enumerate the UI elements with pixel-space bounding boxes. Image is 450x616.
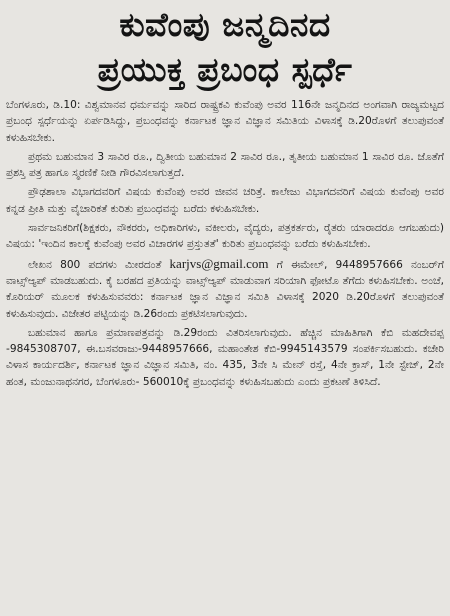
headline	[6, 3, 444, 93]
paragraph-2: ಪ್ರಥಮ ಬಹುಮಾನ 3 ಸಾವಿರ ರೂ., ದ್ವಿತೀಯ ಬಹುಮಾನ 2 ಸಾವಿರ ರೂ., ತೃತೀಯ ಬಹುಮಾನ 1 ಸಾವಿರ ರೂ. ಜೊತೆಗೆ ಪ್ರಶಸ್ತಿ ಪತ್ರ ಹಾಗೂ ಸ್ಮರಣಿಕೆ ನೀಡಿ ಗೌರವಿಸಲಾಗುತ್ತದೆ.	[6, 150, 444, 180]
paragraph-1: ಬೆಂಗಳೂರು, ಡಿ.10: ವಿಶ್ವಮಾನವ ಧರ್ಮವನ್ನು ಸಾರಿದ ರಾಷ್ಟ್ರಕವಿ ಕುವೆಂಪು ಅವರ 116ನೇ ಜನ್ಮದಿನದ ಅಂಗವಾಗಿ ರಾಜ್ಯಮಟ್ಟದ ಪ್ರಬಂಧ ಸ್ಪರ್ಧೆಯನ್ನು ಏರ್ಪಡಿಸಿದ್ದು, ಪ್ರಬಂಧವನ್ನು ಕರ್ನಾಟಕ ಜ್ಞಾನ ವಿಜ್ಞಾನ ಸಮಿತಿಯ ವಿಳಾಸಕ್ಕೆ ಡಿ.20ರೊಳಗೆ ತಲುಪುವಂತೆ ಕಳುಹಿಸಬೇಕು.	[6, 99, 444, 144]
paragraph-4: ಸಾರ್ವಜನಿಕರಿಗೆ(ಶಿಕ್ಷಕರು, ನೌಕರರು, ಅಧಿಕಾರಿಗಳು, ವಕೀಲರು, ವೈದ್ಯರು, ಪತ್ರಕರ್ತರು, ರೈತರು ಯಾರಾದರೂ ಆಗಬಹುದು) ವಿಷಯ: 'ಇಂದಿನ ಕಾಲಕ್ಕೆ ಕುವೆಂಪು ಅವರ ವಿಚಾರಗಳ ಪ್ರಸ್ತುತತೆ' ಕುರಿತು ಪ್ರಬಂಧವನ್ನು ಬರೆದು ಕಳುಹಿಸಬೇಕು.	[6, 222, 444, 251]
article-body	[6, 97, 444, 390]
paragraph-6: ಬಹುಮಾನ ಹಾಗೂ ಪ್ರಮಾಣಪತ್ರವನ್ನು ಡಿ.29ರಂದು ವಿತರಿಸಲಾಗುವುದು. ಹೆಚ್ಚಿನ ಮಾಹಿತಿಗಾಗಿ ಕೆಬಿ ಮಹದೇವಪ್ಪ -9845308707, ಈ.ಬಸವರಾಜು-9448957666, ಮಹಾಂತೇಶ ಕೆಬಿ-9945143579 ಸಂಪರ್ಕಿಸಬಹುದು. ಕಚೇರಿ ವಿಳಾಸ ಕಾರ್ಯದರ್ಶಿ, ಕರ್ನಾಟಕ ಜ್ಞಾನ ವಿಜ್ಞಾನ ಸಮಿತಿ, ನಂ. 435, 3ನೇ ಸಿ ಮೇನ್ ರಸ್ತೆ, 4ನೇ ಕ್ರಾಸ್, 1ನೇ ಸ್ಟೇಜ್, 2ನೇ ಹಂತ, ಮಂಜುನಾಥನಗರ, ಬೆಂಗಳೂರು- 560010ಕ್ಕೆ ಪ್ರಬಂಧವನ್ನು ಕಳುಹಿಸಬಹುದು ಎಂದು ಪ್ರಕಟಣೆ ತಿಳಿಸಿದೆ.	[6, 326, 444, 388]
paragraph-3: ಪ್ರೌಢಶಾಲಾ ವಿಭಾಗದವರಿಗೆ ವಿಷಯ ಕುವೆಂಪು ಅವರ ಜೀವನ ಚರಿತ್ರೆ. ಕಾಲೇಜು ವಿಭಾಗದವರಿಗೆ ವಿಷಯ ಕುವೆಂಪು ಅವರ ಕನ್ನಡ ಪ್ರೀತಿ ಮತ್ತು ವೈಚಾರಿಕತೆ ಕುರಿತು ಪ್ರಬಂಧವನ್ನು ಬರೆದು ಕಳುಹಿಸಬೇಕು.	[6, 186, 444, 215]
headline-line-2: ಪ್ರಯುಕ್ತ ಪ್ರಬಂಧ ಸ್ಪರ್ಧೆ	[97, 50, 353, 89]
headline-line-1: ಕುವೆಂಪು ಜನ್ಮದಿನದ	[119, 5, 331, 44]
paragraph-5-end: ಗೆ ಈಮೇಲ್, 9448957666 ನಂಬರ್‌ಗೆ ವಾಟ್ಸ್‌ಆ್ಯಪ್ ಮಾಡಬಹುದು. ಕೈ ಬರಹದ ಪ್ರತಿಯನ್ನು ವಾಟ್ಸ್‌ಆ್ಯಪ್ ಮಾಡುವಾಗ ಸರಿಯಾಗಿ ಫೋಟೊ ತೆಗೆದು ಕಳುಹಿಸಬೇಕು. ಅಂಚೆ, ಕೊರಿಯರ್ ಮೂಲಕ ಕಳುಹಿಸುವವರು: ಕರ್ನಾಟಕ ಜ್ಞಾನ ವಿಜ್ಞಾನ ಸಮಿತಿ ವಿಳಾಸಕ್ಕೆ 2020 ಡಿ.20ರೊಳಗೆ ತಲುಪುವಂತೆ ಕಳುಹಿಸುವುದು. ವಿಜೇತರ ಪಟ್ಟಿಯನ್ನು ಡಿ.26ರಂದು ಪ್ರಕಟಿಸಲಾಗುವುದು.	[6, 258, 444, 320]
email-address: karjvs@gmail.com	[169, 255, 269, 271]
paragraph-5	[6, 256, 444, 322]
paragraph-5-start: ಲೇಖನ 800 ಪದಗಳು ಮೀರದಂತೆ	[28, 258, 170, 271]
